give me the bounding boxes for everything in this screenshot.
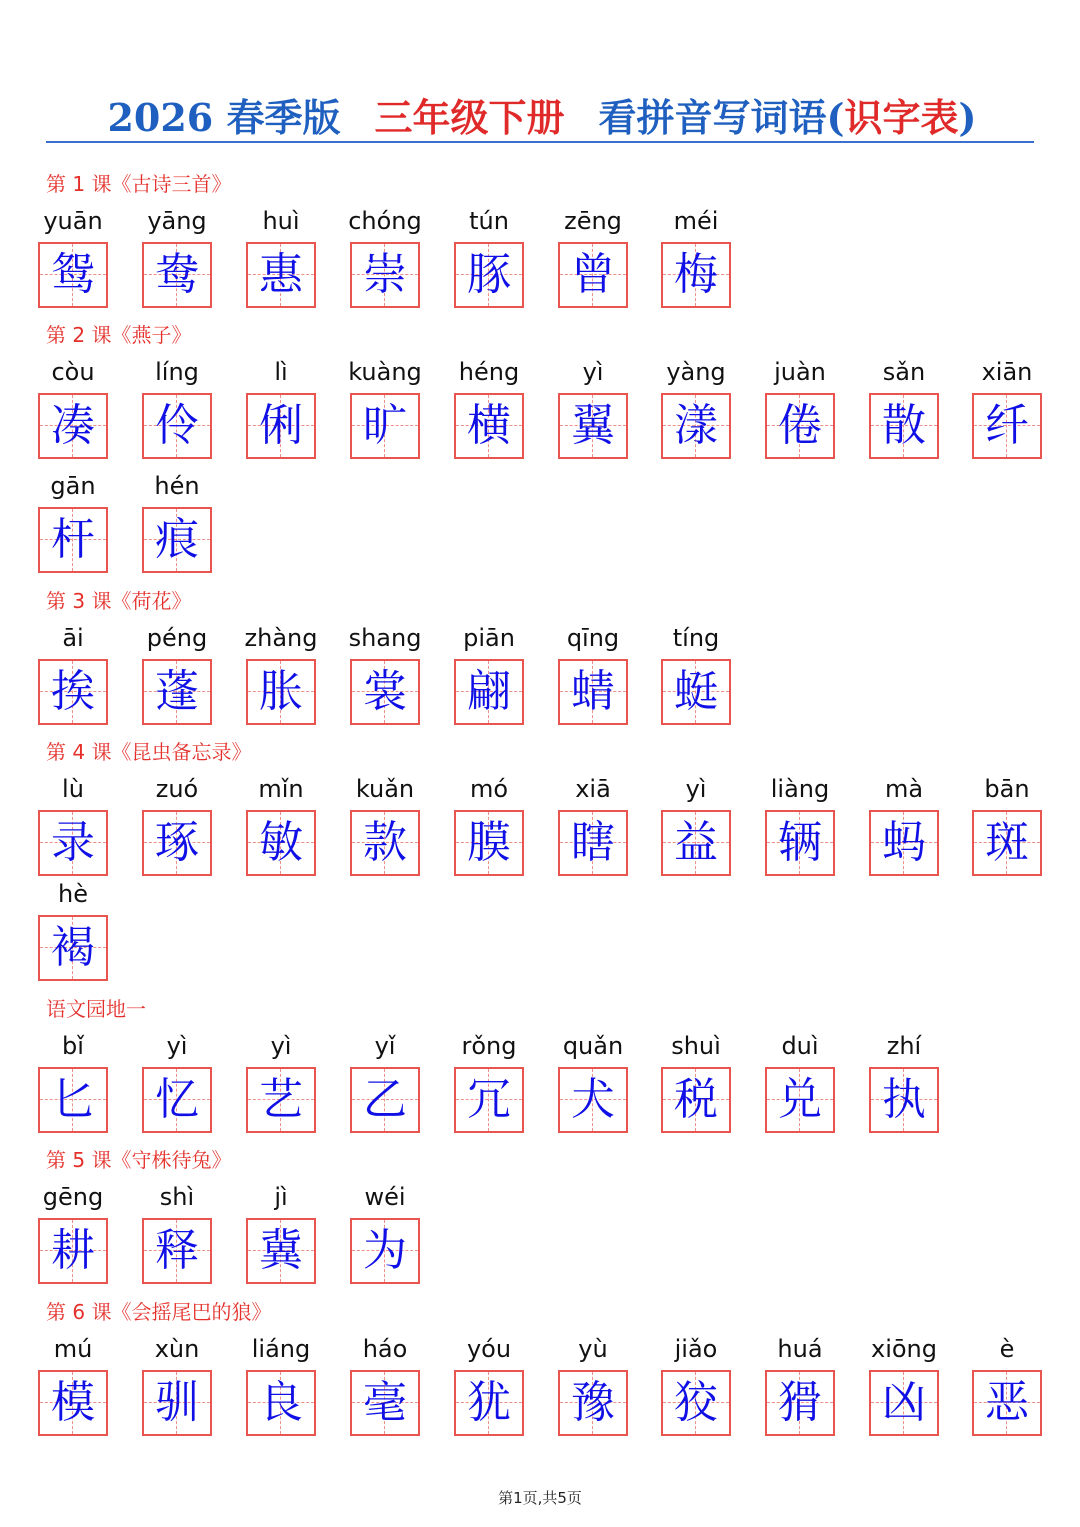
pinyin-label: gēng [42, 1183, 104, 1211]
lesson-heading: 第 5 课《守株待兔》 [46, 1148, 232, 1172]
pinyin-label: yóu [466, 1335, 512, 1363]
hanzi-character: 凑 [51, 400, 95, 451]
tianzige-box [246, 393, 316, 459]
tianzige-box [558, 393, 628, 459]
tianzige-box [454, 810, 524, 876]
hanzi-character: 纤 [985, 400, 1029, 451]
hanzi-character: 为 [363, 1225, 407, 1276]
tianzige-box [765, 1370, 835, 1436]
pinyin-label: mó [469, 775, 509, 803]
tianzige-box [454, 659, 524, 725]
hanzi-character: 录 [51, 817, 95, 868]
lesson-heading: 第 2 课《燕子》 [46, 323, 192, 347]
tianzige-box [869, 1067, 939, 1133]
pinyin-label: zhí [886, 1032, 922, 1060]
tianzige-box [38, 1370, 108, 1436]
pinyin-label: còu [51, 358, 95, 386]
tianzige-box [972, 393, 1042, 459]
tianzige-box [661, 810, 731, 876]
hanzi-character: 横 [467, 400, 511, 451]
hanzi-character: 杆 [51, 514, 95, 565]
tianzige-box [765, 1067, 835, 1133]
hanzi-character: 凶 [882, 1377, 926, 1428]
pinyin-label: méi [673, 207, 719, 235]
tianzige-box [661, 659, 731, 725]
hanzi-character: 艺 [259, 1074, 303, 1125]
hanzi-character: 胀 [259, 666, 303, 717]
tianzige-box [765, 810, 835, 876]
pinyin-label: juàn [774, 358, 826, 386]
pinyin-label: zuó [155, 775, 199, 803]
pinyin-label: huá [777, 1335, 823, 1363]
tianzige-box [558, 659, 628, 725]
pinyin-label: bān [984, 775, 1030, 803]
title-grade: 三年级下册 [374, 95, 565, 140]
tianzige-box [869, 393, 939, 459]
pinyin-label: héng [458, 358, 520, 386]
title-edition: 2026 春季版 [107, 95, 341, 140]
hanzi-character: 鸯 [155, 249, 199, 300]
pinyin-label: yuān [43, 207, 103, 235]
pinyin-label: duì [781, 1032, 819, 1060]
hanzi-character: 模 [51, 1377, 95, 1428]
pinyin-label: quǎn [562, 1032, 624, 1060]
tianzige-box [454, 242, 524, 308]
pinyin-label: shang [348, 624, 422, 652]
tianzige-box [142, 507, 212, 573]
hanzi-character: 蚂 [882, 817, 926, 868]
hanzi-character: 猾 [778, 1377, 822, 1428]
tianzige-box [350, 1218, 420, 1284]
pinyin-label: bǐ [62, 1032, 84, 1060]
pinyin-label: rǒng [461, 1032, 517, 1060]
tianzige-box [246, 810, 316, 876]
tianzige-box [454, 1370, 524, 1436]
pinyin-label: liàng [770, 775, 830, 803]
hanzi-character: 辆 [778, 817, 822, 868]
pinyin-label: huì [262, 207, 300, 235]
pinyin-label: chóng [348, 207, 422, 235]
tianzige-box [142, 1067, 212, 1133]
tianzige-box [661, 1370, 731, 1436]
tianzige-box [972, 1370, 1042, 1436]
hanzi-character: 瞎 [571, 817, 615, 868]
tianzige-box [246, 242, 316, 308]
hanzi-character: 耕 [51, 1225, 95, 1276]
tianzige-box [661, 242, 731, 308]
lesson-heading: 第 3 课《荷花》 [46, 589, 192, 613]
tianzige-box [38, 1218, 108, 1284]
hanzi-character: 梅 [674, 249, 718, 300]
pinyin-label: yù [578, 1335, 608, 1363]
tianzige-box [38, 659, 108, 725]
hanzi-character: 蓬 [155, 666, 199, 717]
title-open-paren: ( [826, 95, 845, 140]
hanzi-character: 冗 [467, 1074, 511, 1125]
tianzige-box [246, 1218, 316, 1284]
tianzige-box [350, 393, 420, 459]
tianzige-box [38, 393, 108, 459]
pinyin-label: zēng [564, 207, 622, 235]
pinyin-label: gān [50, 472, 96, 500]
pinyin-label: xiān [981, 358, 1033, 386]
pinyin-label: xiā [575, 775, 611, 803]
hanzi-character: 匕 [51, 1074, 95, 1125]
tianzige-box [869, 1370, 939, 1436]
hanzi-character: 毫 [363, 1377, 407, 1428]
tianzige-box [558, 242, 628, 308]
hanzi-character: 兑 [778, 1074, 822, 1125]
hanzi-character: 冀 [259, 1225, 303, 1276]
pinyin-label: zhàng [244, 624, 318, 652]
tianzige-box [350, 1067, 420, 1133]
hanzi-character: 忆 [155, 1074, 199, 1125]
title-table-name: 识字表 [844, 95, 959, 140]
tianzige-box [142, 393, 212, 459]
pinyin-label: yǐ [374, 1032, 396, 1060]
pinyin-label: yì [685, 775, 707, 803]
pinyin-label: sǎn [882, 358, 926, 386]
hanzi-character: 良 [259, 1377, 303, 1428]
tianzige-box [869, 810, 939, 876]
hanzi-character: 斑 [985, 817, 1029, 868]
pinyin-label: shuì [671, 1032, 721, 1060]
pinyin-label: kuǎn [355, 775, 415, 803]
hanzi-character: 崇 [363, 249, 407, 300]
hanzi-character: 释 [155, 1225, 199, 1276]
pinyin-label: lì [274, 358, 288, 386]
hanzi-character: 犹 [467, 1377, 511, 1428]
pinyin-label: shì [159, 1183, 195, 1211]
tianzige-box [765, 393, 835, 459]
hanzi-character: 益 [674, 817, 718, 868]
hanzi-character: 驯 [155, 1377, 199, 1428]
pinyin-label: jiǎo [674, 1335, 718, 1363]
pinyin-label: yì [166, 1032, 188, 1060]
hanzi-character: 倦 [778, 400, 822, 451]
pinyin-label: liáng [251, 1335, 311, 1363]
tianzige-box [246, 659, 316, 725]
pinyin-label: mà [884, 775, 924, 803]
tianzige-box [454, 1067, 524, 1133]
lesson-heading: 第 6 课《会摇尾巴的狼》 [46, 1300, 272, 1324]
tianzige-box [350, 659, 420, 725]
pinyin-label: piān [463, 624, 515, 652]
tianzige-box [38, 242, 108, 308]
tianzige-box [38, 1067, 108, 1133]
pinyin-label: kuàng [348, 358, 422, 386]
hanzi-character: 翼 [571, 400, 615, 451]
tianzige-box [142, 242, 212, 308]
tianzige-box [558, 810, 628, 876]
pinyin-label: hè [58, 880, 88, 908]
hanzi-character: 褐 [51, 922, 95, 973]
page-number: 第1页,共5页 [498, 1489, 582, 1507]
pinyin-label: mǐn [258, 775, 304, 803]
tianzige-box [558, 1067, 628, 1133]
title-underline [46, 141, 1034, 143]
hanzi-character: 俐 [259, 400, 303, 451]
tianzige-box [661, 1067, 731, 1133]
pinyin-label: mú [53, 1335, 93, 1363]
hanzi-character: 蜓 [674, 666, 718, 717]
hanzi-character: 膜 [467, 817, 511, 868]
pinyin-label: xùn [154, 1335, 200, 1363]
hanzi-character: 豫 [571, 1377, 615, 1428]
hanzi-character: 伶 [155, 400, 199, 451]
hanzi-character: 旷 [363, 400, 407, 451]
pinyin-label: è [999, 1335, 1015, 1363]
pinyin-label: tíng [672, 624, 720, 652]
pinyin-label: yāng [147, 207, 207, 235]
hanzi-character: 裳 [363, 666, 407, 717]
pinyin-label: háo [362, 1335, 408, 1363]
hanzi-character: 漾 [674, 400, 718, 451]
pinyin-label: jì [274, 1183, 288, 1211]
hanzi-character: 痕 [155, 514, 199, 565]
tianzige-box [38, 915, 108, 981]
hanzi-character: 琢 [155, 817, 199, 868]
hanzi-character: 犬 [571, 1074, 615, 1125]
tianzige-box [350, 1370, 420, 1436]
tianzige-box [142, 1370, 212, 1436]
pinyin-label: yàng [666, 358, 726, 386]
pinyin-label: yì [582, 358, 604, 386]
tianzige-box [972, 810, 1042, 876]
tianzige-box [558, 1370, 628, 1436]
tianzige-box [38, 507, 108, 573]
title-task: 看拼音写词语 [598, 95, 827, 140]
hanzi-character: 敏 [259, 817, 303, 868]
hanzi-character: 散 [882, 400, 926, 451]
pinyin-label: lù [62, 775, 84, 803]
hanzi-character: 惠 [259, 249, 303, 300]
page-title [48, 92, 1036, 144]
tianzige-box [246, 1370, 316, 1436]
pinyin-label: péng [146, 624, 208, 652]
tianzige-box [142, 810, 212, 876]
tianzige-box [142, 659, 212, 725]
hanzi-character: 豚 [467, 249, 511, 300]
pinyin-label: tún [469, 207, 509, 235]
hanzi-character: 挨 [51, 666, 95, 717]
title-close-paren: ) [958, 95, 977, 140]
hanzi-character: 款 [363, 817, 407, 868]
pinyin-label: wéi [364, 1183, 406, 1211]
tianzige-box [661, 393, 731, 459]
hanzi-character: 曾 [571, 249, 615, 300]
hanzi-character: 执 [882, 1074, 926, 1125]
pinyin-label: líng [155, 358, 199, 386]
tianzige-box [246, 1067, 316, 1133]
tianzige-box [142, 1218, 212, 1284]
pinyin-label: hén [154, 472, 200, 500]
tianzige-box [350, 242, 420, 308]
hanzi-character: 恶 [985, 1377, 1029, 1428]
hanzi-character: 蜻 [571, 666, 615, 717]
hanzi-character: 狡 [674, 1377, 718, 1428]
pinyin-label: xiōng [871, 1335, 937, 1363]
tianzige-box [38, 810, 108, 876]
tianzige-box [350, 810, 420, 876]
hanzi-character: 翩 [467, 666, 511, 717]
hanzi-character: 鸳 [51, 249, 95, 300]
pinyin-label: yì [270, 1032, 292, 1060]
lesson-heading: 第 1 课《古诗三首》 [46, 172, 232, 196]
pinyin-label: qīng [566, 624, 620, 652]
hanzi-character: 乙 [363, 1074, 407, 1125]
lesson-heading: 语文园地一 [46, 997, 146, 1021]
tianzige-box [454, 393, 524, 459]
lesson-heading: 第 4 课《昆虫备忘录》 [46, 740, 252, 764]
pinyin-label: āi [62, 624, 84, 652]
hanzi-character: 税 [674, 1074, 718, 1125]
